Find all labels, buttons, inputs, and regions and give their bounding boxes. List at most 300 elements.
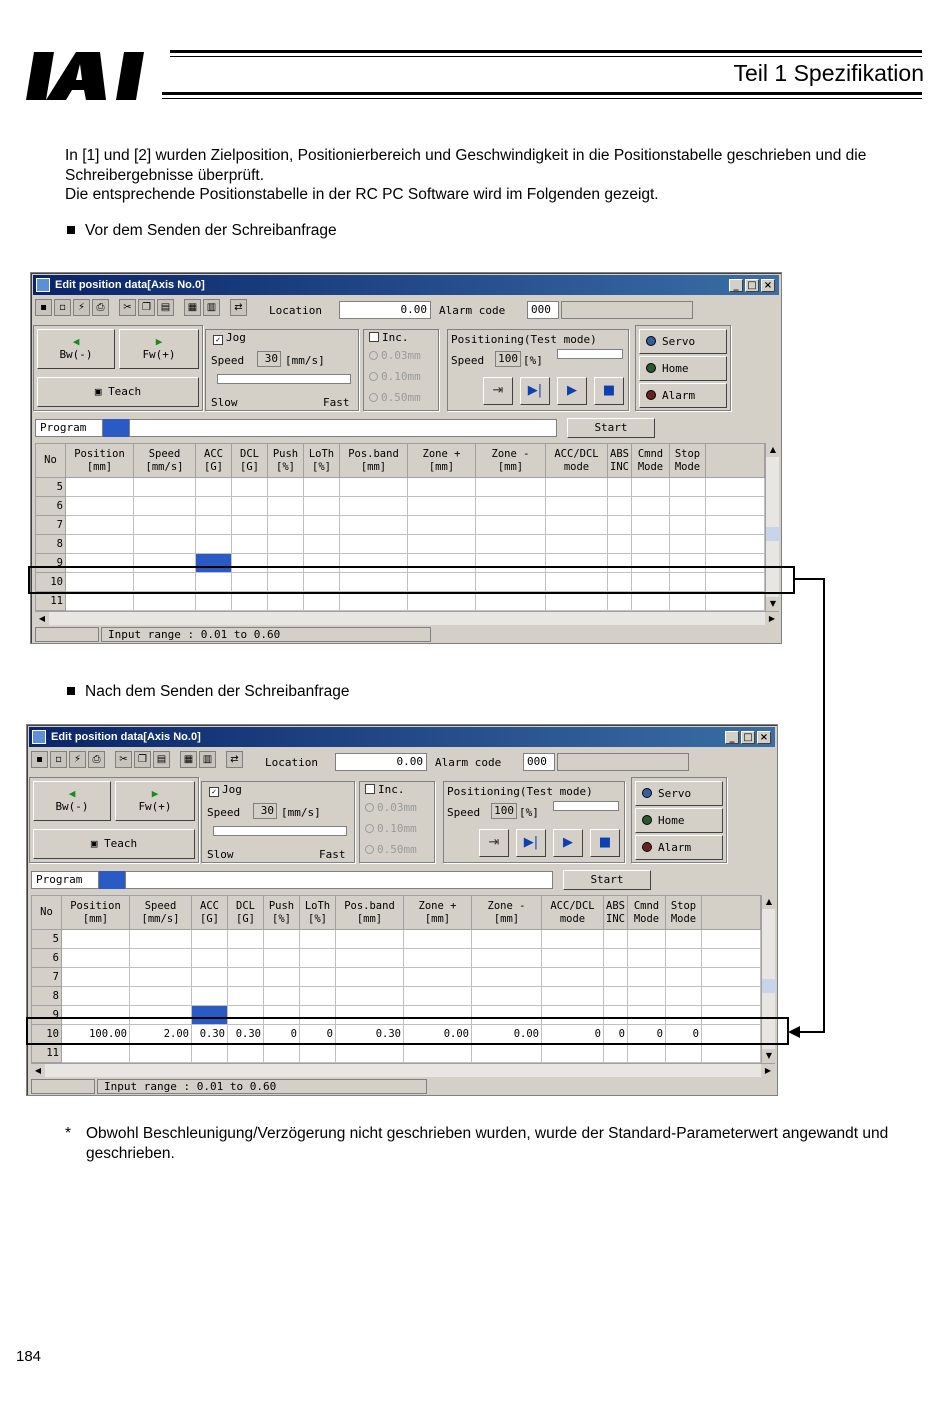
positioning-speed-value[interactable]: 100 [495, 351, 521, 367]
table-cell[interactable] [228, 987, 264, 1006]
inc-checkbox[interactable]: Inc. [365, 783, 405, 796]
fw-button[interactable]: ▶ Fw(+) [119, 329, 199, 369]
scroll-left-icon[interactable]: ◀ [31, 1064, 45, 1077]
table-cell[interactable] [628, 968, 666, 987]
table-cell[interactable] [196, 592, 232, 611]
teach-button[interactable]: ▣ Teach [37, 377, 199, 407]
table-cell[interactable] [632, 592, 670, 611]
table-cell[interactable] [304, 497, 340, 516]
table-cell[interactable] [628, 930, 666, 949]
column-header[interactable]: Push [%] [268, 444, 304, 478]
table-cell[interactable] [476, 516, 546, 535]
table-cell[interactable]: 0 [542, 1025, 604, 1044]
table-cell[interactable] [62, 949, 130, 968]
table-cell[interactable] [542, 968, 604, 987]
jog-speed-value[interactable]: 30 [257, 351, 281, 367]
inc-option-0[interactable]: 0.03mm [369, 349, 421, 362]
start-button[interactable]: Start [567, 418, 655, 438]
column-header[interactable]: ACC [G] [196, 444, 232, 478]
connector-bottom [798, 1031, 825, 1033]
table-cell[interactable] [340, 592, 408, 611]
bullet-before: Vor dem Senden der Schreibanfrage [67, 222, 337, 240]
table-cell[interactable] [632, 535, 670, 554]
table-cell[interactable] [134, 497, 196, 516]
table-cell[interactable] [628, 1044, 666, 1063]
table-cell[interactable] [196, 516, 232, 535]
start-button[interactable]: Start [563, 870, 651, 890]
table-cell[interactable] [670, 516, 706, 535]
table-row[interactable] [36, 535, 765, 554]
table-row[interactable] [36, 516, 765, 535]
table-cell[interactable] [300, 930, 336, 949]
column-header[interactable]: ACC [G] [192, 896, 228, 930]
connector-arrow-icon [788, 1026, 800, 1038]
table-cell[interactable] [62, 930, 130, 949]
table-row[interactable] [36, 497, 765, 516]
table-cell[interactable] [130, 1044, 192, 1063]
table-cell[interactable] [472, 930, 542, 949]
table-cell[interactable] [196, 478, 232, 497]
table-cell[interactable] [304, 535, 340, 554]
table-cell[interactable] [336, 949, 404, 968]
jog-speed-slider[interactable] [213, 826, 347, 836]
step-button[interactable] [479, 829, 509, 857]
column-header[interactable]: Speed [mm/s] [134, 444, 196, 478]
table-cell[interactable] [192, 930, 228, 949]
table-cell[interactable] [268, 535, 304, 554]
title-bar[interactable] [33, 275, 779, 295]
cut-icon[interactable]: ✂ [115, 751, 132, 768]
alarm-code-value: 000 [527, 301, 559, 319]
play-step-icon: ▶| [527, 383, 543, 398]
title-bar[interactable] [29, 727, 775, 747]
table-cell[interactable] [340, 516, 408, 535]
table-row[interactable] [32, 1044, 761, 1063]
input-range-text: Input range : 0.01 to 0.60 [97, 1079, 427, 1094]
table-cell[interactable] [134, 535, 196, 554]
table-cell-blank [706, 516, 765, 535]
table-cell[interactable] [264, 930, 300, 949]
table-cell[interactable] [134, 478, 196, 497]
grid-icon[interactable]: ▥ [203, 299, 220, 316]
close-button[interactable]: × [757, 731, 771, 744]
program-label: Program [31, 871, 99, 889]
table-cell[interactable] [472, 949, 542, 968]
table-cell[interactable] [608, 478, 632, 497]
scroll-right-icon[interactable]: ▶ [761, 1064, 775, 1077]
table-cell[interactable] [472, 1044, 542, 1063]
table-icon[interactable]: ▦ [184, 299, 201, 316]
inc-option-2[interactable]: 0.50mm [369, 391, 421, 404]
row-number: 6 [36, 497, 66, 516]
table-cell[interactable] [670, 592, 706, 611]
column-header[interactable]: ABS INC [604, 896, 628, 930]
row-number: 8 [32, 987, 62, 1006]
table-cell[interactable] [604, 968, 628, 987]
table-cell[interactable] [66, 535, 134, 554]
table-cell[interactable] [268, 592, 304, 611]
servo-button[interactable]: Servo [635, 781, 723, 806]
table-cell[interactable] [670, 497, 706, 516]
stop-button[interactable] [590, 829, 620, 857]
servo-button[interactable]: Servo [639, 329, 727, 354]
table-cell[interactable] [542, 949, 604, 968]
step-button[interactable] [483, 377, 513, 405]
table-cell[interactable] [666, 968, 702, 987]
jog-speed-value[interactable]: 30 [253, 803, 277, 819]
teach-icon: ▣ [94, 385, 109, 398]
inc-option-1[interactable]: 0.10mm [369, 370, 421, 383]
table-cell[interactable]: 0 [300, 1025, 336, 1044]
table-cell[interactable] [336, 930, 404, 949]
scroll-down-icon[interactable]: ▼ [762, 1049, 776, 1063]
column-header[interactable]: Zone - [mm] [472, 896, 542, 930]
paste-icon[interactable]: ▤ [153, 751, 170, 768]
program-field[interactable] [129, 419, 557, 437]
scroll-up-icon[interactable]: ▲ [766, 443, 780, 457]
jog-checkbox[interactable]: ✓ Jog [213, 331, 246, 345]
paste-icon[interactable]: ▤ [157, 299, 174, 316]
print-icon[interactable]: ⎙ [88, 751, 105, 768]
save-icon[interactable]: ▪ [35, 299, 52, 316]
column-header[interactable]: Cmnd Mode [632, 444, 670, 478]
table-cell[interactable] [546, 497, 608, 516]
table-cell[interactable] [632, 516, 670, 535]
table-cell[interactable] [340, 535, 408, 554]
column-header[interactable]: Cmnd Mode [628, 896, 666, 930]
column-header[interactable]: Stop Mode [666, 896, 702, 930]
step-icon: ⇥ [492, 383, 504, 398]
table-cell[interactable] [134, 516, 196, 535]
table-cell[interactable] [304, 592, 340, 611]
table-cell[interactable] [130, 949, 192, 968]
scroll-right-icon[interactable]: ▶ [765, 612, 779, 625]
minimize-button[interactable]: _ [725, 731, 739, 744]
table-cell[interactable] [408, 516, 476, 535]
table-cell[interactable] [670, 478, 706, 497]
table-cell[interactable] [268, 478, 304, 497]
table-cell[interactable] [476, 497, 546, 516]
table-cell[interactable]: 2.00 [130, 1025, 192, 1044]
column-header[interactable]: Stop Mode [670, 444, 706, 478]
new-icon[interactable]: ▫ [54, 299, 71, 316]
maximize-button[interactable]: □ [745, 279, 759, 292]
column-header[interactable]: No [32, 896, 62, 930]
horizontal-scrollbar[interactable] [35, 611, 779, 625]
stop-button[interactable] [594, 377, 624, 405]
column-header-blank [702, 896, 761, 930]
close-button[interactable]: × [761, 279, 775, 292]
transfer-icon[interactable]: ⚡ [69, 751, 86, 768]
table-cell[interactable] [62, 968, 130, 987]
table-cell[interactable] [192, 1044, 228, 1063]
play-button[interactable] [557, 377, 587, 405]
table-cell[interactable] [232, 497, 268, 516]
jog-checkbox[interactable]: ✓ Jog [209, 783, 242, 797]
table-cell[interactable]: 0 [264, 1025, 300, 1044]
table-cell[interactable] [196, 497, 232, 516]
table-cell[interactable] [268, 516, 304, 535]
transfer-icon[interactable]: ⚡ [73, 299, 90, 316]
positioning-speed-value[interactable]: 100 [491, 803, 517, 819]
table-cell[interactable]: 0.30 [192, 1025, 228, 1044]
table-cell[interactable] [404, 1044, 472, 1063]
alarm-button[interactable]: Alarm [639, 383, 727, 408]
table-cell[interactable] [546, 592, 608, 611]
column-header[interactable]: Pos.band [mm] [336, 896, 404, 930]
table-cell[interactable] [130, 968, 192, 987]
inc-checkbox[interactable]: Inc. [369, 331, 409, 344]
table-cell[interactable] [300, 949, 336, 968]
table-cell[interactable] [666, 949, 702, 968]
column-header[interactable]: ACC/DCL mode [546, 444, 608, 478]
column-header[interactable]: DCL [G] [228, 896, 264, 930]
table-cell[interactable] [604, 930, 628, 949]
jog-speed-slider[interactable] [217, 374, 351, 384]
table-cell[interactable] [408, 592, 476, 611]
inc-option-0[interactable]: 0.03mm [365, 801, 417, 814]
footnote [65, 1124, 935, 1163]
intro-paragraph [65, 146, 935, 205]
table-cell[interactable] [264, 987, 300, 1006]
home-button[interactable]: Home [635, 808, 723, 833]
table-cell[interactable] [232, 516, 268, 535]
table-cell[interactable] [264, 1044, 300, 1063]
table-cell[interactable] [608, 592, 632, 611]
column-header[interactable]: Zone + [mm] [408, 444, 476, 478]
cut-icon[interactable]: ✂ [119, 299, 136, 316]
table-row[interactable] [32, 949, 761, 968]
table-cell[interactable] [608, 516, 632, 535]
chapter-title: Teil 1 Spezifikation [733, 60, 924, 86]
inc-option-2[interactable]: 0.50mm [365, 843, 417, 856]
horizontal-scrollbar[interactable] [31, 1063, 775, 1077]
positioning-speed-slider[interactable] [557, 349, 623, 359]
table-cell[interactable] [408, 478, 476, 497]
table-cell[interactable] [130, 930, 192, 949]
table-cell[interactable] [130, 987, 192, 1006]
table-cell[interactable] [408, 535, 476, 554]
table-cell[interactable] [196, 535, 232, 554]
jog-speed-unit: [mm/s] [281, 806, 321, 819]
play-step-button[interactable] [520, 377, 550, 405]
table-cell[interactable] [66, 478, 134, 497]
column-header[interactable]: No [36, 444, 66, 478]
table-cell[interactable] [134, 592, 196, 611]
table-cell[interactable] [228, 968, 264, 987]
stop-icon: ■ [602, 383, 616, 398]
scroll-left-icon[interactable]: ◀ [35, 612, 49, 625]
table-cell[interactable] [404, 930, 472, 949]
table-cell[interactable] [232, 535, 268, 554]
table-cell[interactable] [304, 516, 340, 535]
table-cell-blank [702, 949, 761, 968]
maximize-button[interactable]: □ [741, 731, 755, 744]
table-cell[interactable] [604, 949, 628, 968]
table-cell[interactable] [340, 478, 408, 497]
export-icon[interactable]: ⇄ [230, 299, 247, 316]
fast-label: Fast [323, 396, 350, 409]
table-icon[interactable]: ▦ [180, 751, 197, 768]
table-cell[interactable] [666, 1044, 702, 1063]
column-header[interactable]: Push [%] [264, 896, 300, 930]
table-cell[interactable]: 0.00 [472, 1025, 542, 1044]
column-header[interactable]: LoTh [%] [300, 896, 336, 930]
play-icon: ▶ [563, 835, 573, 850]
table-cell[interactable] [542, 1044, 604, 1063]
intro-line-2: Die entsprechende Positionstabelle in der RC PC Software wird im Folgenden gezeigt. [65, 186, 659, 203]
table-cell[interactable] [232, 478, 268, 497]
table-cell[interactable] [546, 478, 608, 497]
minimize-button[interactable]: _ [729, 279, 743, 292]
column-header[interactable]: Zone - [mm] [476, 444, 546, 478]
table-cell[interactable] [228, 1044, 264, 1063]
table-cell[interactable] [666, 930, 702, 949]
table-row[interactable] [32, 968, 761, 987]
table-cell[interactable] [404, 968, 472, 987]
table-cell[interactable] [264, 968, 300, 987]
column-header[interactable]: Position [mm] [62, 896, 130, 930]
table-cell[interactable] [546, 516, 608, 535]
table-cell[interactable] [62, 1044, 130, 1063]
column-header[interactable]: Zone + [mm] [404, 896, 472, 930]
column-header[interactable]: Pos.band [mm] [340, 444, 408, 478]
table-cell[interactable] [632, 478, 670, 497]
scroll-thumb[interactable] [766, 527, 780, 541]
table-cell[interactable] [604, 987, 628, 1006]
table-cell[interactable] [192, 987, 228, 1006]
home-button[interactable]: Home [639, 356, 727, 381]
table-cell[interactable] [66, 497, 134, 516]
positioning-speed-slider[interactable] [553, 801, 619, 811]
program-selector[interactable] [103, 419, 129, 437]
table-cell[interactable] [628, 987, 666, 1006]
row-number: 6 [32, 949, 62, 968]
table-cell[interactable] [632, 497, 670, 516]
table-cell[interactable] [66, 516, 134, 535]
servo-led-icon [646, 336, 656, 346]
copy-icon[interactable]: ❐ [134, 751, 151, 768]
table-cell[interactable] [300, 968, 336, 987]
table-cell[interactable] [404, 949, 472, 968]
table-cell[interactable] [666, 987, 702, 1006]
table-row[interactable] [36, 478, 765, 497]
table-cell[interactable] [542, 930, 604, 949]
save-icon[interactable]: ▪ [31, 751, 48, 768]
table-cell[interactable] [336, 1044, 404, 1063]
scroll-down-icon[interactable]: ▼ [766, 597, 780, 611]
table-cell[interactable] [340, 497, 408, 516]
window-title: Edit position data[Axis No.0] [55, 279, 205, 291]
table-cell[interactable] [472, 987, 542, 1006]
column-header[interactable]: ABS INC [608, 444, 632, 478]
program-field[interactable] [125, 871, 553, 889]
column-header[interactable]: ACC/DCL mode [542, 896, 604, 930]
export-icon[interactable]: ⇄ [226, 751, 243, 768]
table-cell[interactable] [264, 949, 300, 968]
table-row[interactable] [32, 930, 761, 949]
table-cell[interactable] [62, 987, 130, 1006]
column-header[interactable]: DCL [G] [232, 444, 268, 478]
table-cell[interactable] [408, 497, 476, 516]
table-cell[interactable] [228, 949, 264, 968]
program-label: Program [35, 419, 103, 437]
table-cell[interactable] [608, 497, 632, 516]
table-cell[interactable] [336, 968, 404, 987]
window-icon [32, 730, 46, 744]
connector-vertical [823, 578, 825, 1033]
table-cell[interactable] [476, 478, 546, 497]
table-cell[interactable] [404, 987, 472, 1006]
new-icon[interactable]: ▫ [50, 751, 67, 768]
scroll-thumb[interactable] [762, 979, 776, 993]
scroll-up-icon[interactable]: ▲ [762, 895, 776, 909]
table-cell[interactable] [192, 949, 228, 968]
table-cell[interactable] [472, 968, 542, 987]
positioning-speed-unit: [%] [523, 354, 543, 367]
bw-button[interactable]: ◀ Bw(-) [33, 781, 111, 821]
table-cell[interactable] [542, 987, 604, 1006]
table-cell[interactable] [608, 535, 632, 554]
table-cell[interactable] [300, 1044, 336, 1063]
table-cell-blank [706, 535, 765, 554]
table-cell[interactable] [476, 535, 546, 554]
table-cell[interactable]: 0 [666, 1025, 702, 1044]
fw-button[interactable]: ▶ Fw(+) [115, 781, 195, 821]
table-cell[interactable]: 0.30 [228, 1025, 264, 1044]
table-cell[interactable]: 100.00 [62, 1025, 130, 1044]
row-number: 5 [36, 478, 66, 497]
table-cell[interactable] [304, 478, 340, 497]
table-cell[interactable]: 0.00 [404, 1025, 472, 1044]
table-cell[interactable] [336, 987, 404, 1006]
table-cell[interactable] [300, 987, 336, 1006]
column-header[interactable]: LoTh [%] [304, 444, 340, 478]
table-cell[interactable] [670, 535, 706, 554]
table-cell[interactable] [476, 592, 546, 611]
row-number: 9 [32, 1006, 62, 1025]
table-cell[interactable] [192, 968, 228, 987]
teach-button[interactable]: ▣ Teach [33, 829, 195, 859]
program-selector[interactable] [99, 871, 125, 889]
table-cell[interactable] [228, 930, 264, 949]
grid-icon[interactable]: ▥ [199, 751, 216, 768]
table-cell[interactable]: 0 [628, 1025, 666, 1044]
print-icon[interactable]: ⎙ [92, 299, 109, 316]
table-cell[interactable] [628, 949, 666, 968]
table-cell[interactable] [604, 1044, 628, 1063]
alarm-button[interactable]: Alarm [635, 835, 723, 860]
intro-line-1: In [1] und [2] wurden Zielposition, Positionierbereich und Geschwindigkeit in die Positionstabelle geschrieben und die Schreibergebnisse überprüft. [65, 147, 867, 184]
table-row[interactable] [36, 592, 765, 611]
inc-option-1[interactable]: 0.10mm [365, 822, 417, 835]
column-header[interactable]: Position [mm] [66, 444, 134, 478]
table-cell[interactable]: 0.30 [336, 1025, 404, 1044]
table-cell[interactable] [232, 592, 268, 611]
table-cell[interactable] [268, 497, 304, 516]
footnote-mark: * [65, 1125, 72, 1142]
alarm-led-icon [646, 390, 656, 400]
table-cell[interactable] [546, 535, 608, 554]
play-step-button[interactable] [516, 829, 546, 857]
play-button[interactable] [553, 829, 583, 857]
table-cell[interactable]: 0 [604, 1025, 628, 1044]
column-header[interactable]: Speed [mm/s] [130, 896, 192, 930]
copy-icon[interactable]: ❐ [138, 299, 155, 316]
table-cell[interactable] [66, 592, 134, 611]
table-row[interactable] [32, 987, 761, 1006]
bw-button[interactable]: ◀ Bw(-) [37, 329, 115, 369]
